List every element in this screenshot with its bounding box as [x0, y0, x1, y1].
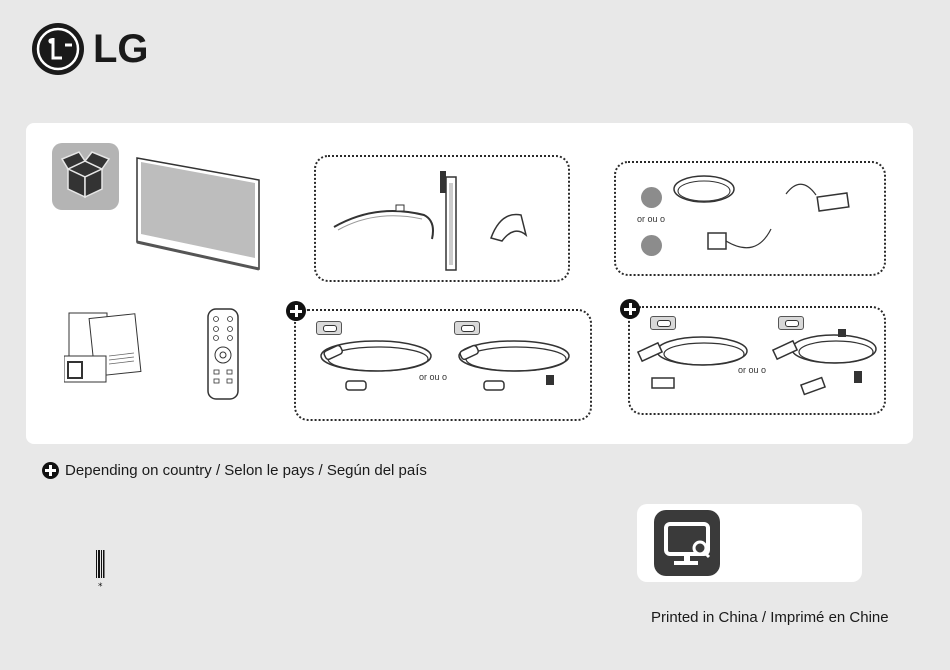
monitor-illustration: [131, 156, 261, 271]
lg-logo-text: LG: [93, 27, 149, 71]
footnote-text: Depending on country / Selon le pays / Según del país: [65, 462, 427, 479]
manuals-illustration: [64, 308, 144, 388]
svg-text:*: *: [98, 582, 103, 590]
plus-icon: [286, 301, 306, 321]
plus-icon: [42, 462, 59, 479]
lg-logo: [31, 22, 149, 76]
hdmi-cables-illustration: [634, 323, 880, 405]
contents-panel: [26, 123, 913, 444]
support-monitor-icon: [654, 510, 720, 576]
printed-in-text: Printed in China / Imprimé en Chine: [651, 609, 889, 626]
option-a-marker: [641, 187, 662, 208]
option-b-marker: [641, 235, 662, 256]
lg-logo-icon: [31, 22, 85, 76]
country-footnote: [42, 462, 427, 479]
hdmi-or-text: or ou o: [738, 365, 767, 375]
barcode: [94, 548, 110, 590]
box-icon: [52, 143, 119, 210]
usbc-cables-illustration: [306, 328, 581, 408]
plus-icon: [620, 299, 640, 319]
power-or-text: or ou o: [637, 214, 666, 224]
remote-illustration: [206, 307, 240, 402]
power-cables-illustration: [666, 169, 876, 269]
support-info-box: [637, 504, 862, 582]
usbc-or-text: or ou o: [419, 372, 448, 382]
stand-illustration: [326, 163, 566, 275]
